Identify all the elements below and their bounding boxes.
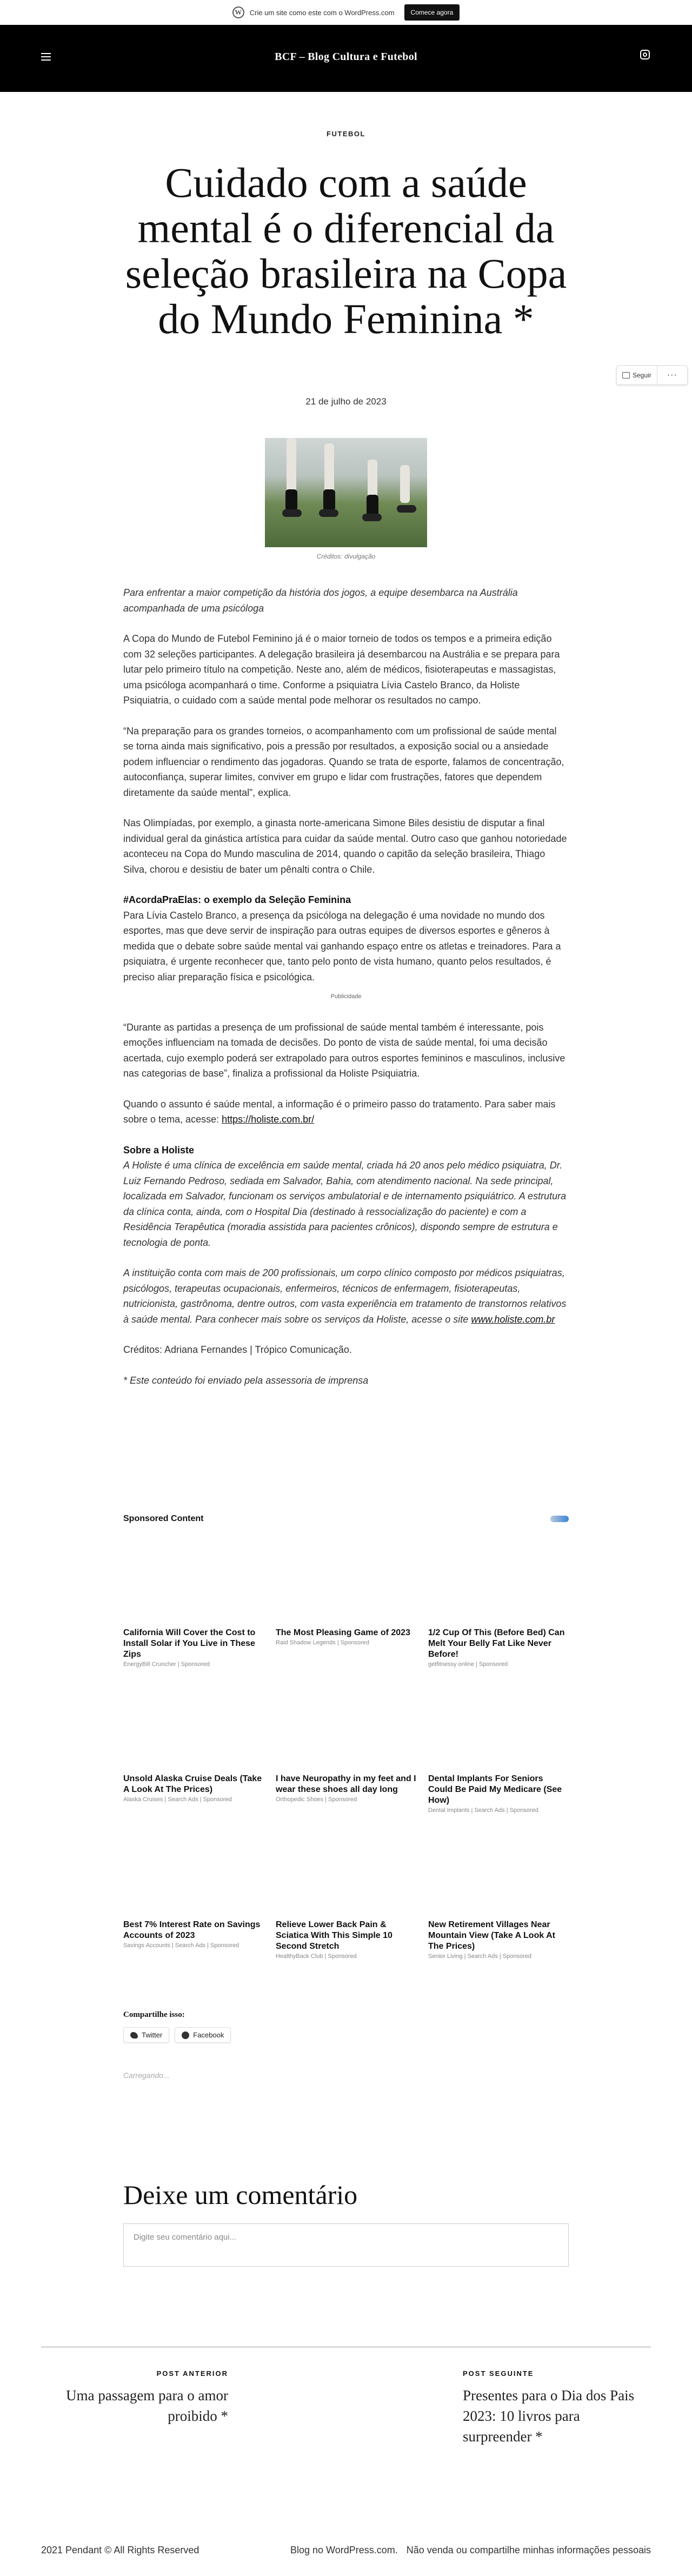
sponsored-card[interactable] <box>123 1828 264 1949</box>
next-post-nav[interactable] <box>463 2369 650 2447</box>
twitter-share-button[interactable] <box>123 2027 169 2043</box>
section-heading: Sobre a Holiste <box>123 1144 195 1156</box>
sponsored-image <box>428 1828 569 1920</box>
holiste-site-link[interactable]: www.holiste.com.br <box>471 1313 555 1325</box>
previous-post-title[interactable]: Uma passagem para o amor proibido * <box>66 2387 228 2424</box>
sponsored-title: Best 7% Interest Rate on Savings Accounts of 2023 <box>123 1920 261 1940</box>
sponsored-title: 1/2 Cup Of This (Before Bed) Can Melt Your Belly Fat Like Never Before! <box>428 1628 565 1659</box>
paragraph-text: A instituição conta com mais de 200 profissionais, um corpo clínico composto por médicos psiquiatras, psicólogos, terapeutas ocupacionais, enfermeiros, técnicos de enfermagem, fisioterapeutas, nutricionista, gastrônoma, dentre outros, com vasta experiência em tratamento de transtornos relativos à saúde mental. Para conhecer mais sobre os serviços da Holiste, acesse o site <box>123 1267 567 1325</box>
post-content <box>123 585 569 1403</box>
paragraph: Nas Olimpíadas, por exemplo, a ginasta norte-americana Simone Biles desistiu de disputar a final individual geral da ginástica artística para cuidar da saúde mental. Outro caso que ganhou notoriedade aconteceu na Copa do Mundo masculina de 2014, quando o capitão da seleção brasileira, Thiago Silva, chorou e desistiu de bater um pênalti contra o Chile. <box>123 818 567 875</box>
sponsored-card[interactable] <box>428 1828 569 1960</box>
sponsored-image <box>276 1828 416 1920</box>
site-title[interactable]: BCF – Blog Cultura e Futebol <box>275 51 417 63</box>
paragraph: “Durante as partidas a presença de um profissional de saúde mental também é interessante, pois emoções influenciam na tomada de decisões. Do ponto de vista de saúde mental, foi uma decisão acertada, cujo exemplo poderá ser extrapolado para outros esportes femininos e masculinos, inclusive nas categorias de base”, finaliza a profissional da Holiste Psiquiatria. <box>123 1021 565 1079</box>
sponsored-title: California Will Cover the Cost to Install Solar if You Live in These Zips <box>123 1628 256 1659</box>
sponsored-title: Relieve Lower Back Pain & Sciatica With This Simple 10 Second Stretch <box>276 1920 392 1951</box>
paragraph: Para Lívia Castelo Branco, a presença da psicóloga na delegação é uma novidade no mundo dos esportes, mas que deve servir de inspiração para outras equipes de diversos esportes e gêneros à medida que o debate sobre saúde mental vai ganhando espaço entre os atletas e treinadores. Para a psiquiatra, é urgente reconhecer que, tanto pelo ponto de vista humano, quanto pelos resultados, é preciso aliar preparação física e psicológica. <box>123 909 561 982</box>
facebook-icon <box>182 2031 189 2039</box>
post-lede: Para enfrentar a maior competição da história dos jogos, a equipe desembarca na Austrália acompanhada de uma psicóloga <box>123 587 518 614</box>
wordpress-banner <box>0 0 692 25</box>
sponsored-image <box>123 1682 264 1774</box>
follow-widget <box>616 366 688 385</box>
sponsored-card[interactable] <box>276 1536 416 1646</box>
footer-copyright: 2021 Pendant © All Rights Reserved <box>41 2545 199 2555</box>
press-note: * Este conteúdo foi enviado pela assessoria de imprensa <box>123 1375 369 1386</box>
sponsored-source: HealthyBack Club | Sponsored <box>276 1953 357 1960</box>
previous-post-label: POST ANTERIOR <box>156 2369 228 2378</box>
sponsored-image <box>428 1682 569 1774</box>
paragraph: A Holiste é uma clínica de excelência em saúde mental, criada há 20 anos pelo médico psiquiatra, Dr. Luiz Fernando Pedroso, sediada em Salvador, Bahia, com atendimento nacional. Na sede principal, localizada em Salvador, funcionam os serviços ambulatorial e de internamento psiquiátrico. A estrutura da clínica conta, ainda, com o Hospital Dia (destinado à ressocialização do paciente) e com a Residência Terapêutica (moradia assistida para pacientes crônicos), dispondo sempre de estrutura e tecnologia de ponta. <box>123 1160 567 1248</box>
comment-input[interactable]: Digite seu comentário aqui... <box>123 2223 569 2267</box>
paragraph <box>123 1097 569 1127</box>
section-heading: #AcordaPraElas: o exemplo da Seleção Feminina <box>123 894 351 905</box>
wordpress-blog-link[interactable]: Blog no WordPress.com. <box>290 2545 398 2555</box>
facebook-label: Facebook <box>193 2031 224 2039</box>
sponsored-card[interactable] <box>123 1536 264 1668</box>
next-post-label: POST SEGUINTE <box>463 2369 534 2378</box>
sponsored-source: Dental Implants | Search Ads | Sponsored <box>428 1807 538 1814</box>
paragraph: “Na preparação para os grandes torneios, o acompanhamento com um profissional de saúde mental se torna ainda mais significativo, pois a pressão por resultados, a exposição social ou a ansiedade podem influenciar o rendimento das jogadoras. Quando se trata de esporte, falamos de concentração, autoconfiança, superar limites, conviver em grupo e lidar com frustrações, fatores que dependem diretamente da saúde mental”, explica. <box>123 725 564 798</box>
footer-links <box>290 2545 651 2556</box>
sponsored-source: getfitnessy online | Sponsored <box>428 1661 508 1668</box>
follow-icon <box>622 372 630 379</box>
ad-label: Publicidade <box>330 993 362 1000</box>
post-title: Cuidado com a saúde mental é o diferencial da seleção brasileira na Copa do Mundo Feminina * <box>125 159 567 342</box>
sponsored-title: Unsold Alaska Cruise Deals (Take A Look At The Prices) <box>123 1774 262 1794</box>
sponsored-source: Senior Living | Search Ads | Sponsored <box>428 1953 531 1960</box>
sponsored-source: Savings Accounts | Search Ads | Sponsored <box>123 1942 239 1949</box>
post-category[interactable]: FUTEBOL <box>327 130 365 138</box>
sponsored-image <box>123 1828 264 1920</box>
follow-button[interactable] <box>617 366 657 384</box>
wp-banner-text: Crie um site como este com o WordPress.com <box>249 8 395 17</box>
sponsored-title: New Retirement Villages Near Mountain View (Take A Look At The Prices) <box>428 1920 555 1951</box>
sponsored-card[interactable] <box>123 1682 264 1803</box>
next-post-title[interactable]: Presentes para o Dia dos Pais 2023: 10 livros para surpreender * <box>463 2387 635 2445</box>
post-date[interactable]: 21 de julho de 2023 <box>305 396 387 407</box>
outbrain-logo-icon[interactable] <box>550 1516 569 1522</box>
start-now-button[interactable]: Comece agora <box>404 4 460 21</box>
twitter-label: Twitter <box>142 2031 163 2039</box>
sponsored-image <box>276 1682 416 1774</box>
sponsored-heading: Sponsored Content <box>123 1514 204 1523</box>
instagram-icon[interactable] <box>640 50 650 59</box>
sponsored-card[interactable] <box>428 1682 569 1814</box>
comment-title: Deixe um comentário <box>123 2180 358 2210</box>
previous-post-nav[interactable] <box>41 2369 228 2426</box>
more-options-button[interactable]: ··· <box>667 370 677 380</box>
sponsored-card[interactable] <box>428 1536 569 1668</box>
sponsored-content <box>123 1514 569 1960</box>
sponsored-card[interactable] <box>276 1828 416 1960</box>
sponsored-source: Orthopedic Shoes | Sponsored <box>276 1796 357 1803</box>
paragraph-text: Quando o assunto é saúde mental, a informação é o primeiro passo do tratamento. Para saber mais sobre o tema, acesse: <box>123 1098 556 1125</box>
share-section <box>123 2010 569 2043</box>
privacy-link[interactable]: Não venda ou compartilhe minhas informações pessoais <box>406 2545 651 2555</box>
image-caption: Créditos: divulgação <box>316 553 376 560</box>
sponsored-card[interactable] <box>276 1682 416 1803</box>
holiste-link[interactable]: https://holiste.com.br/ <box>222 1114 315 1125</box>
sponsored-header <box>123 1514 569 1524</box>
featured-image <box>265 438 427 547</box>
site-header <box>0 25 692 92</box>
share-label: Compartilhe isso: <box>123 2010 185 2019</box>
paragraph: A Copa do Mundo de Futebol Feminino já é o maior torneio de todos os tempos e a primeira edição com 32 seleções participantes. A delegação brasileira já desembarcou na Austrália e se prepara para lutar pelo primeiro título na competição. Neste ano, além de médicos, fisioterapeutas e massagistas, uma psicóloga acompanhará o time. Conforme a psiquiatra Lívia Castelo Branco, da Holiste Psiquiatria, o cuidado com a saúde mental pode melhorar os resultados no campo. <box>123 633 560 706</box>
sponsored-title: Dental Implants For Seniors Could Be Paid My Medicare (See How) <box>428 1774 562 1805</box>
facebook-share-button[interactable] <box>175 2027 231 2043</box>
twitter-icon <box>130 2032 138 2039</box>
follow-label: Seguir <box>633 371 651 379</box>
wordpress-logo-icon: W <box>232 6 244 18</box>
sponsored-title: The Most Pleasing Game of 2023 <box>276 1628 410 1637</box>
sponsored-image <box>428 1536 569 1628</box>
sponsored-source: Alaska Cruises | Search Ads | Sponsored <box>123 1796 232 1803</box>
sponsored-title: I have Neuropathy in my feet and I wear these shoes all day long <box>276 1774 416 1794</box>
loading-text: Carregando... <box>123 2071 170 2080</box>
sponsored-image <box>123 1536 264 1628</box>
share-buttons <box>123 2027 569 2043</box>
sponsored-source: EnergyBill Cruncher | Sponsored <box>123 1661 210 1668</box>
paragraph <box>123 1265 569 1327</box>
sponsored-source: Raid Shadow Legends | Sponsored <box>276 1639 369 1646</box>
credits: Créditos: Adriana Fernandes | Trópico Comunicação. <box>123 1344 352 1355</box>
sponsored-image <box>276 1536 416 1628</box>
